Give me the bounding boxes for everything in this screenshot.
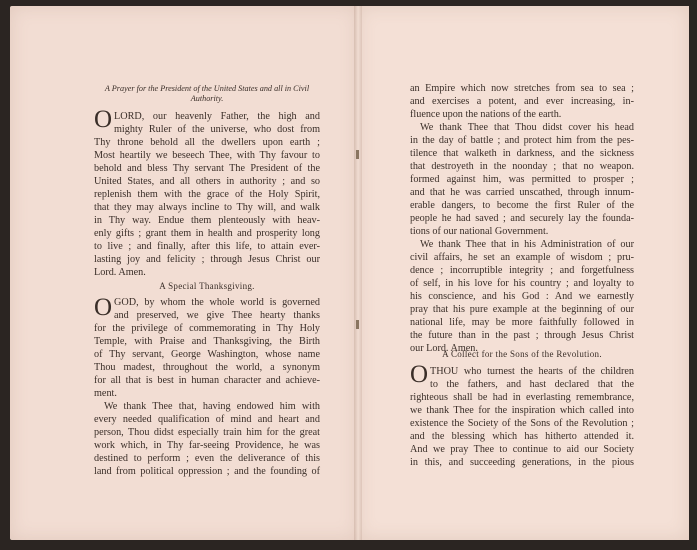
- text-line: LORD, our heavenly Father, the high and: [114, 111, 320, 122]
- text-line: We thank Thee that, having endowed him with: [104, 401, 320, 412]
- text-line: pray that his pure example at the beginning of our: [410, 304, 634, 315]
- text-line: Thy throne behold all the dwellers upon earth ;: [94, 137, 320, 148]
- text-line: person, Thou didst especially train him for the great: [94, 427, 320, 438]
- text-line: civil affairs, he set an example of wisdom ; pru-: [410, 252, 634, 263]
- staple-bottom: [356, 320, 359, 329]
- right-page: [358, 6, 689, 540]
- dropcap-letter: O: [410, 361, 429, 388]
- text-line: We thank Thee that Thou didst cover his head: [420, 122, 634, 133]
- text-line: Temple, with Praise and Thanksgiving, the Birth: [94, 336, 320, 347]
- text-line: replenish them with the grace of the Holy Spirit,: [94, 189, 320, 200]
- text-line: and the blessing which has hitherto attended it.: [410, 431, 634, 442]
- text-line: THOU who turnest the hearts of the children: [430, 366, 634, 377]
- text-line: in this, and succeeding generations, in the pious: [410, 457, 634, 468]
- text-line: mighty Ruler of the universe, who dost from: [114, 124, 320, 135]
- book-gutter: [354, 6, 362, 540]
- text-line: ment.: [94, 388, 117, 399]
- text-line: his conscience, and his God : And we earnestly: [410, 291, 634, 302]
- text-line: for all that is best in human character and achieve-: [94, 375, 320, 386]
- text-line: in Thy way. Endue them plenteously with heav-: [94, 215, 320, 226]
- text-line: an Empire which now stretches from sea to sea ;: [410, 83, 634, 94]
- text-line: every needed qualification of mind and heart and: [94, 414, 320, 425]
- text-line: that they may always incline to Thy will, and walk: [94, 202, 320, 213]
- text-line: the future than in the past ; through Jesus Christ: [410, 330, 634, 341]
- text-line: GOD, by whom the whole world is governed: [114, 297, 320, 308]
- text-line: Lord. Amen.: [94, 267, 146, 278]
- dropcap-letter: O: [94, 294, 113, 321]
- text-line: for the privilege of commemorating in Thy Holy: [94, 323, 320, 334]
- text-line: dence ; incorruptible integrity ; and forgetfulness: [410, 265, 634, 276]
- text-line: tilence that walketh in darkness, and the sickness: [410, 148, 634, 159]
- dropcap-letter: O: [94, 106, 113, 133]
- left-page: [10, 6, 358, 540]
- text-line: existence the Society of the Sons of the Revolution ;: [410, 418, 634, 429]
- text-line: that destroyeth in the noonday ; that no weapon.: [410, 161, 634, 172]
- text-line: we thank Thee for the inspiration which called into: [410, 405, 634, 416]
- staple-top: [356, 150, 359, 159]
- text-line: Most heartily we beseech Thee, with Thy favour to: [94, 150, 320, 161]
- text-line: Thou madest, throughout the world, a synonym: [94, 362, 320, 373]
- text-line: enly gifts ; grant them in health and prosperity long: [94, 228, 320, 239]
- heading-special-thanksgiving: A Special Thanksgiving.: [159, 281, 255, 291]
- prayer-title-line-1: A Prayer for the President of the United States and all in Civil: [104, 84, 310, 93]
- text-line: formed against him, was permitted to prosper ;: [410, 174, 634, 185]
- heading-collect-sons-revolution: A Collect for the Sons of the Revolution.: [442, 349, 602, 359]
- text-line: of self, in his love for his country ; and loyalty to: [410, 278, 634, 289]
- text-line: of Thy servant, George Washington, whose name: [94, 349, 320, 360]
- text-line: lasting joy and felicity ; through Jesus Christ our: [94, 254, 320, 265]
- text-line: our Lord. Amen.: [410, 343, 478, 354]
- text-line: and exercises a potent, and ever increasing, in-: [410, 96, 634, 107]
- text-line: behold and bless Thy servant The President of the: [94, 163, 320, 174]
- text-line: We thank Thee that in his Administration of our: [420, 239, 634, 250]
- text-line: work which, in Thy far-seeing Providence, he was: [94, 440, 320, 451]
- text-line: people he had saved ; and securely lay the founda-: [410, 213, 634, 224]
- text-line: land from political oppression ; and the founding of: [94, 466, 320, 477]
- text-line: in the day of battle ; and protect him from the pes-: [410, 135, 634, 146]
- text-line: And we pray Thee to continue to aid our Society: [410, 444, 634, 455]
- text-line: to live ; and finally, after this life, to attain ever-: [94, 241, 320, 252]
- text-line: righteous shall be had in everlasting remembrance,: [410, 392, 634, 403]
- text-line: destined to perform ; even the deliverance of this: [94, 453, 320, 464]
- text-line: erable dangers, to become the first Ruler of the: [410, 200, 634, 211]
- text-line: United States, and all others in authority ; and so: [94, 176, 320, 187]
- text-line: national life, may be more faithfully followed in: [410, 317, 634, 328]
- text-line: and that he was carried unscathed, through innum-: [410, 187, 634, 198]
- text-line: to the fathers, and hast declared that the: [430, 379, 634, 390]
- prayer-title-line-2: Authority.: [190, 94, 224, 103]
- text-line: tions of our national Government.: [410, 226, 549, 237]
- text-line: and preserved, we give Thee hearty thanks: [114, 310, 320, 321]
- text-line: fluence upon the nations of the earth.: [410, 109, 562, 120]
